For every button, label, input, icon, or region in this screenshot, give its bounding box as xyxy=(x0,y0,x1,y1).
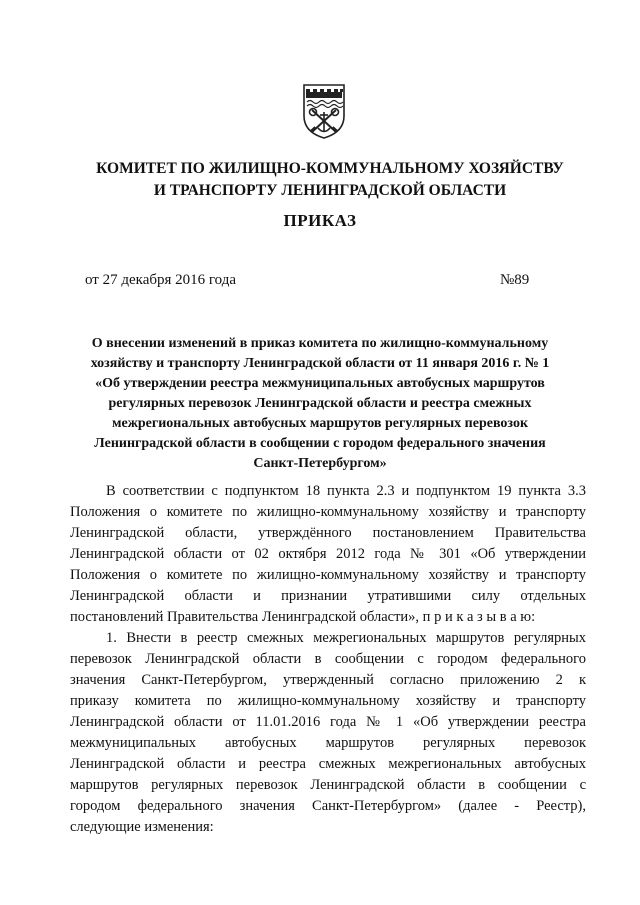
subject-line: «Об утверждении реестра межмуниципальных автобусных маршрутов xyxy=(95,376,545,391)
subject-line: Санкт-Петербургом» xyxy=(253,456,387,471)
paragraph-2-line: приказу комитета по жилищно-коммунальному хозяйству и транспорту xyxy=(70,693,586,709)
paragraph-2-line: 1. Внести в реестр смежных межрегиональных маршрутов регулярных xyxy=(106,630,586,646)
committee-name xyxy=(60,158,600,202)
order-body xyxy=(70,481,586,838)
paragraph-1-line: Положения о комитете по жилищно-коммунальному хозяйству и транспорту xyxy=(70,567,586,583)
paragraph-2-line: перевозок Ленинградской области в сообщении с городом федерального xyxy=(70,651,586,667)
paragraph-2-line: значения Санкт-Петербургом, утвержденный согласно приложению 2 к xyxy=(70,672,586,688)
paragraph-2-line: маршрутов регулярных перевозок Ленинградской области в сообщении с xyxy=(70,777,586,793)
paragraph-2-line: Ленинградской области от 11.01.2016 года № 1 «Об утверждении реестра xyxy=(70,714,586,730)
paragraph-1-line: Ленинградской области и признании утратившими силу отдельных xyxy=(70,588,586,604)
paragraph-1-line: Ленинградской области, утверждённого постановлением Правительства xyxy=(70,525,586,541)
subject-line: межрегиональных автобусных маршрутов регулярных перевозок xyxy=(111,416,529,431)
paragraph-1-line: Ленинградской области от 02 октября 2012 года № 301 «Об утверждении xyxy=(70,546,586,562)
subject-line: хозяйству и транспорту Ленинградской области от 11 января 2016 г. № 1 xyxy=(90,356,550,371)
subject-line: О внесении изменений в приказ комитета по жилищно-коммунальному xyxy=(91,336,549,351)
order-subject xyxy=(55,334,585,474)
subject-line: Ленинградской области в сообщении с городом федерального значения xyxy=(94,436,546,451)
committee-line-2: И ТРАНСПОРТУ ЛЕНИНГРАДСКОЙ ОБЛАСТИ xyxy=(153,182,507,199)
paragraph-2-line: межмуниципальных автобусных маршрутов регулярных перевозок xyxy=(70,735,586,751)
committee-line-1: КОМИТЕТ ПО ЖИЛИЩНО-КОММУНАЛЬНОМУ ХОЗЯЙСТВУ xyxy=(96,160,564,177)
paragraph-2-line: Ленинградской области и реестра смежных межрегиональных автобусных xyxy=(70,756,586,772)
paragraph-1-line: постановлений Правительства Ленинградской области», п р и к а з ы в а ю: xyxy=(70,609,536,625)
subject-line: регулярных перевозок Ленинградской области и реестра смежных xyxy=(108,396,532,411)
paragraph-2-line: следующие изменения: xyxy=(70,819,214,835)
order-date: от 27 декабря 2016 года xyxy=(85,272,237,288)
order-number: №89 xyxy=(500,272,530,288)
paragraph-1-line: В соответствии с подпунктом 18 пункта 2.3 и подпунктом 19 пункта 3.3 xyxy=(106,483,586,499)
paragraph-1-line: Положения о комитете по жилищно-коммунальному хозяйству и транспорту xyxy=(70,504,586,520)
paragraph-2-line: городом федерального значения Санкт-Петербургом» (далее - Реестр), xyxy=(70,798,586,814)
coat-of-arms-icon xyxy=(301,82,347,140)
order-title: ПРИКАЗ xyxy=(283,211,357,230)
